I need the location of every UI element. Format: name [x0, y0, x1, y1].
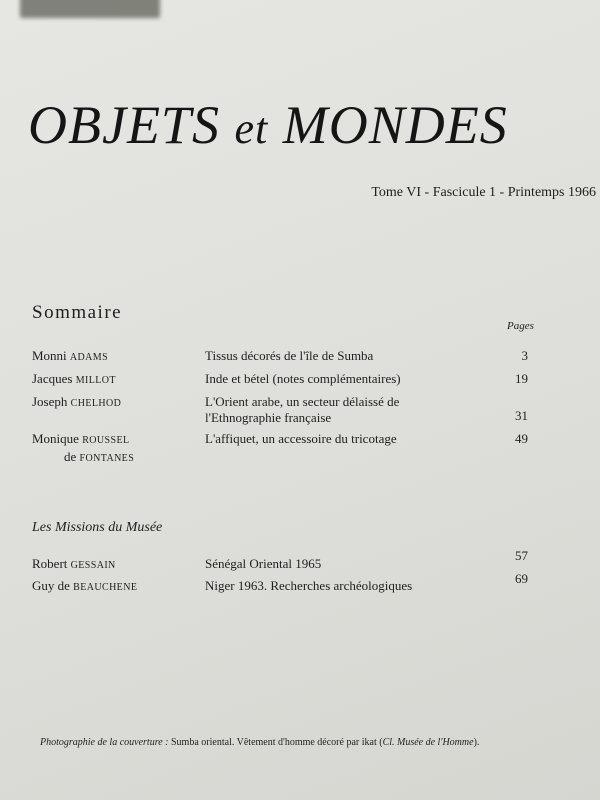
- toc-author: [32, 431, 192, 467]
- toc-page: 31: [515, 408, 528, 423]
- caption-end: ).: [473, 737, 480, 748]
- mission-title: Sénégal Oriental 1965: [205, 556, 322, 571]
- mission-author: [32, 556, 192, 574]
- author-last-name: BEAUCHENE: [73, 582, 138, 593]
- caption-text: Sumba oriental. Vêtement d'homme décoré par ikat (: [168, 737, 383, 748]
- issue-info: Tome VI - Fascicule 1 - Printemps 1966: [371, 185, 596, 200]
- toc-page: 19: [515, 371, 528, 386]
- toc-page: 3: [521, 348, 528, 363]
- toc-title: Inde et bétel (notes complémentaires): [205, 371, 401, 386]
- caption-label: Photographie de la couverture :: [40, 737, 169, 748]
- author-last-name: ROUSSEL: [82, 435, 130, 446]
- author-first-name: Jacques: [32, 371, 76, 386]
- toc-title: L'affiquet, un accessoire du tricotage: [205, 431, 397, 446]
- toc-author: [32, 394, 192, 412]
- author-particle: de: [64, 449, 80, 464]
- author-last-name: GESSAIN: [70, 560, 116, 571]
- toc-page: 49: [515, 431, 528, 446]
- journal-title: [28, 95, 600, 155]
- author-last-name: CHELHOD: [70, 398, 122, 409]
- cover-caption: [40, 737, 600, 748]
- toc-author: [32, 371, 192, 389]
- toc-title: L'Orient arabe, un secteur délaissé de l'Ethnographie française: [205, 394, 400, 425]
- sommaire-heading: Sommaire: [32, 302, 123, 323]
- mission-title: Niger 1963. Recherches archéologiques: [205, 578, 413, 593]
- mission-author: [32, 578, 192, 596]
- author-last-name: ADAMS: [69, 352, 109, 363]
- missions-heading: Les Missions du Musée: [32, 520, 163, 535]
- title-part2: et: [234, 104, 269, 153]
- author-first-name: Joseph: [32, 394, 71, 409]
- caption-credit: Cl. Musée de l'Homme: [382, 737, 474, 748]
- author-first-name: Robert: [32, 556, 71, 571]
- toc-author: [32, 348, 192, 366]
- mission-page: 69: [515, 571, 528, 586]
- title-part1: OBJETS: [28, 95, 235, 155]
- toc-title: Tissus décorés de l'île de Sumba: [205, 348, 374, 363]
- author-last-name: MILLOT: [75, 375, 116, 386]
- pages-label: Pages: [507, 320, 534, 332]
- author-last-name: FONTANES: [79, 453, 135, 464]
- author-first-name: Monni: [32, 348, 70, 363]
- author-first-name: Monique: [32, 431, 83, 446]
- photo-shadow: [20, 0, 160, 18]
- title-part3: MONDES: [268, 95, 508, 155]
- author-first-name: Guy de: [32, 578, 74, 593]
- mission-page: 57: [515, 548, 528, 563]
